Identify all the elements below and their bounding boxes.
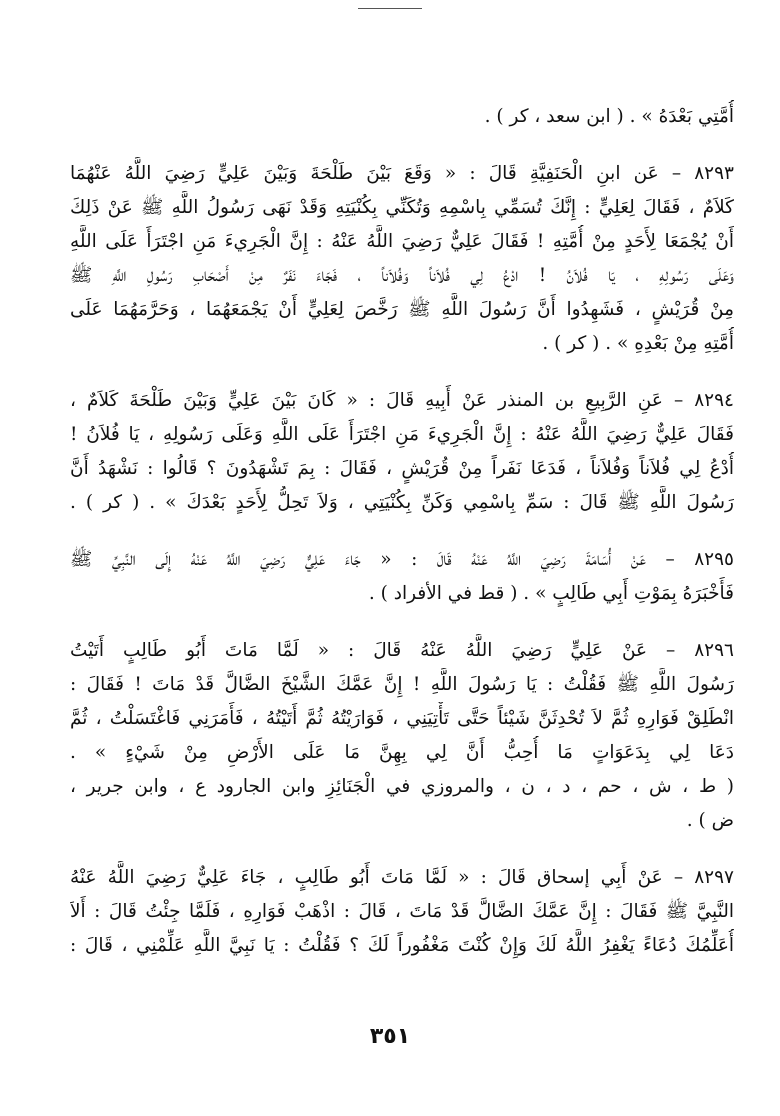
text-line: وَعَلَى رَسُولِهِ ، يَا فُلاَنُ ! ادْعُ لِي فُلاَناً وَفُلاَناً ، فَجَاءَ نَفَرٌ مِنْ أَصْحَابِ رَسُولِ اللَّهِ ﷺ: [70, 265, 734, 286]
hadith-8293: [70, 157, 734, 361]
text-line: النَّبِيَّ ﷺ فَقَالَ : إِنَّ عَمَّكَ الضَّالَّ قَدْ مَاتَ ، قَالَ : اذْهَبْ فَوَارِهِ ، فَلَمَّا جِئْتُ قَالَ : أَلاَ: [70, 901, 734, 922]
text-line: ( ط ، ش ، حم ، د ، ن ، والمروزي في الْجَنَائِزِ وابن الجارود ع ، وابن جرير ،: [70, 776, 734, 797]
header-rule: [358, 8, 422, 9]
page-number: ٣٥١: [369, 1024, 411, 1049]
text-line: فَقَالَ عَلِيٌّ رَضِيَ اللَّهُ عَنْهُ : إِنَّ الْجَرِيءَ مَنِ اجْتَرَأَ عَلَى اللَّهِ وَعَلَى رَسُولِهِ ، يَا فُلاَنُ !: [70, 424, 734, 445]
text-line: أُمَّتِهِ مِنْ بَعْدِهِ » . ( كر ) .: [542, 333, 734, 354]
text-line: ض ) .: [686, 810, 734, 831]
text-line: أُعَلِّمُكَ دُعَاءً يَغْفِرُ اللَّهُ لَكَ وَإِنْ كُنْتَ مَغْفُوراً لَكَ ؟ فَقُلْتُ : يَا نَبِيَّ اللَّهِ عَلِّمْنِي ، قَالَ :: [70, 935, 734, 956]
text-line: رَسُولَ اللَّهِ ﷺ فَقُلْتُ : يَا رَسُولَ اللَّهِ ! إِنَّ عَمَّكَ الشَّيْخَ الضَّالَّ قَدْ مَاتَ ! فَقَالَ :: [70, 674, 734, 695]
text-line: أُمَّتِي بَعْدَهُ » . ( ابن سعد ، كر ) .: [484, 106, 734, 127]
hadith-text-body: [70, 100, 734, 963]
text-line: فَأَخْبَرَهُ بِمَوْتِ أَبِي طَالِبٍ » . ( قط في الأفراد ) .: [368, 583, 734, 604]
text-line: أُدْعُ لِي فُلاَناً وَفُلاَناً ، فَدَعَا نَفَراً مِنْ قُرَيْشٍ ، فَقَالَ : بِمَ تَشْهَدُونَ ؟ قَالُوا : نَشْهَدُ أَنَّ: [70, 458, 734, 479]
text-line: ٨٢٩٧ – عَنْ أَبِي إسحاق قَالَ : « لَمَّا مَاتَ أَبُو طَالِبٍ ، جَاءَ عَلِيٌّ رَضِيَ اللَّهُ عَنْهُ: [70, 867, 734, 888]
text-line: ٨٢٩٣ – عَن ابنِ الْحَنَفِيَّةِ قَالَ : « وَقَعَ بَيْنَ طَلْحَةَ وَبَيْنَ عَلِيٍّ رَضِيَ اللَّهُ عَنْهُمَا: [70, 163, 734, 184]
hadith-8296: [70, 634, 734, 838]
text-line: دَعَا لِي بِدَعَوَاتٍ مَا أُحِبُّ أَنَّ لِي بِهِنَّ مَا عَلَى الأَرْضِ مِنْ شَيْءٍ » .: [70, 742, 734, 763]
text-line: ٨٢٩٦ – عَنْ عَلِيٍّ رَضِيَ اللَّهُ عَنْهُ قَالَ : « لَمَّا مَاتَ أَبُو طَالِبٍ أَتَيْتُ: [70, 640, 734, 661]
text-line: رَسُولَ اللَّهِ ﷺ قَالَ : سَمِّ بِاسْمِي وَكَنِّ بِكُنْيَتِي ، وَلاَ تَحِلُّ لِأَحَدٍ بَعْدَكَ » . ( كر ) .: [70, 492, 734, 513]
hadith-8297: [70, 861, 734, 963]
text-line: انْطَلِقْ فَوَارِهِ ثُمَّ لاَ تُحْدِثَنَّ شَيْئاً حَتَّى تَأْتِيَنِي ، فَوَارَيْتُهُ ثُمَّ أَتَيْتُهُ ، فَأَمَرَنِي فَاغْتَسَلْتُ ، ثُمَّ: [70, 708, 734, 729]
hadith-8295: [70, 543, 734, 611]
text-line: ٨٢٩٤ – عَنِ الرَّبِيعِ بن المنذر عَنْ أَبِيهِ قَالَ : « كَانَ بَيْنَ عَلِيٍّ وَبَيْنَ طَلْحَةَ كَلاَمٌ ،: [70, 390, 734, 411]
text-line: أَنْ يُجْمَعَا لِأَحَدٍ مِنْ أُمَّتِهِ ! فَقَالَ عَلِيٌّ رَضِيَ اللَّهُ عَنْهُ : إِنَّ الْجَرِيءَ مَنِ اجْتَرَأَ عَلَى اللَّهِ: [70, 231, 734, 252]
hadith-8294: [70, 384, 734, 520]
text-line: ٨٢٩٥ – عَنْ أُسَامَةَ رَضِيَ اللَّهُ عَنْهُ قَالَ : « جَاءَ عَلِيٌّ رَضِيَ اللَّهُ عَنْهُ إِلَى النَّبِيِّ ﷺ: [70, 549, 734, 570]
hadith-continuation: [70, 100, 734, 134]
text-line: كَلاَمٌ ، فَقَالَ لِعَلِيٍّ : إِنَّكَ تُسَمِّي بِاسْمِهِ وَتُكَنِّي بِكُنْيَتِهِ وَقَدْ نَهَى رَسُولُ اللَّهِ ﷺ عَنْ ذَلِكَ: [70, 197, 734, 218]
text-line: مِنْ قُرَيْشٍ ، فَشَهِدُوا أَنَّ رَسُولَ اللَّهِ ﷺ رَخَّصَ لِعَلِيٍّ أَنْ يَجْمَعَهُمَا ، وَحَرَّمَهُمَا عَلَى: [70, 299, 734, 320]
